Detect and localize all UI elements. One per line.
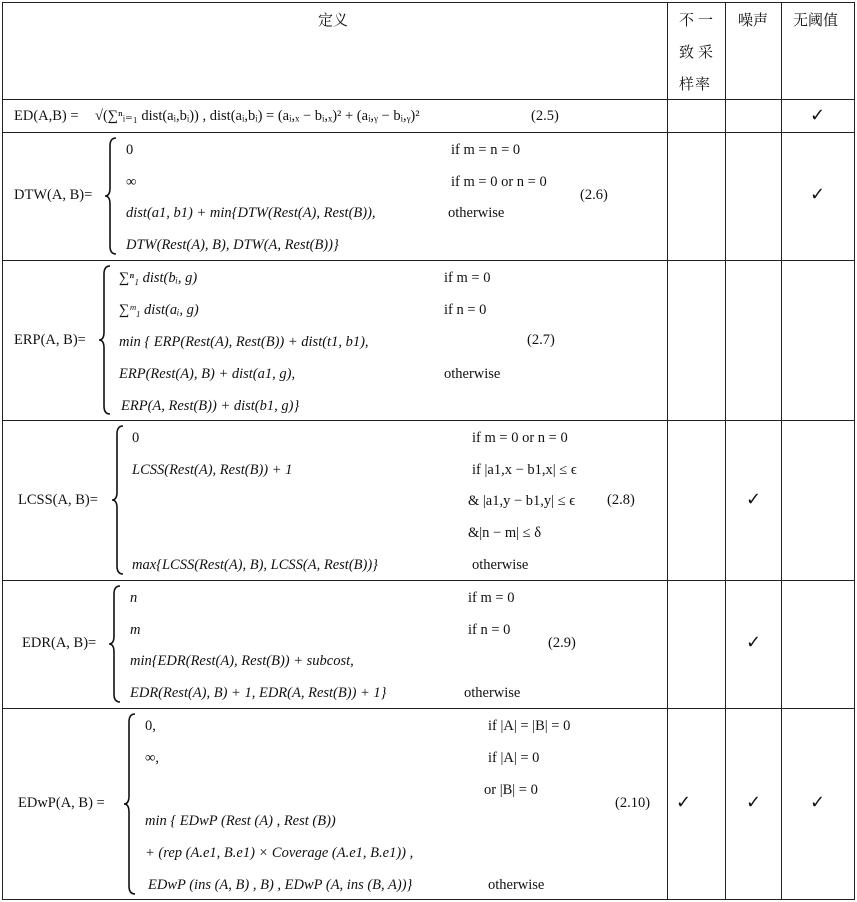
edr-name: EDR(A, B)= — [22, 635, 97, 651]
header-inconsistent-rate: 样率 — [679, 77, 712, 93]
edwp-case-cond: if |A| = |B| = 0 — [488, 718, 571, 734]
edwp-name: EDwP(A, B) = — [18, 795, 105, 811]
lcss-case-cond: if |a1,x − b1,x| ≤ ϵ — [472, 462, 577, 478]
dtw-name: DTW(A, B)= — [14, 187, 93, 203]
erp-name: ERP(A, B)= — [14, 332, 86, 348]
dtw-case-expr: ∞ — [126, 174, 137, 190]
edr-brace — [108, 584, 122, 704]
edwp-case-expr: ∞, — [145, 750, 159, 766]
ed-name: ED(A,B) = — [14, 108, 79, 124]
edr-noise-check: ✓ — [746, 632, 762, 653]
lcss-case-cond: if m = 0 or n = 0 — [472, 430, 568, 446]
erp-eq-number: (2.7) — [527, 332, 555, 348]
edr-case-expr: m — [130, 622, 141, 638]
lcss-case-cond: otherwise — [472, 557, 529, 573]
ed-eq-number: (2.5) — [531, 108, 559, 124]
edwp-case-cond: otherwise — [488, 877, 545, 893]
erp-brace — [98, 264, 112, 416]
ed-no-threshold-check: ✓ — [810, 105, 826, 126]
erp-case-expr: ∑ⁿ₁ dist(bᵢ, g) — [119, 270, 198, 286]
edr-eq-number: (2.9) — [548, 635, 576, 651]
edr-case-expr: EDR(Rest(A), B) + 1, EDR(A, Rest(B)) + 1} — [130, 685, 387, 701]
lcss-eq-number: (2.8) — [607, 492, 635, 508]
header-no-threshold: 无阈值 — [793, 13, 839, 29]
dtw-no-threshold-check: ✓ — [810, 184, 826, 205]
lcss-name: LCSS(A, B)= — [18, 492, 98, 508]
erp-case-cond: otherwise — [444, 366, 501, 382]
lcss-brace — [111, 424, 125, 576]
table-border-top — [2, 2, 855, 3]
dtw-case-cond: otherwise — [448, 205, 505, 221]
erp-case-expr: ERP(A, Rest(B)) + dist(b1, g)} — [121, 398, 300, 414]
edwp-case-expr: EDwP (ins (A, B) , B) , EDwP (A, ins (B, A))} — [148, 877, 413, 893]
table-border-left — [2, 2, 3, 900]
dtw-eq-number: (2.6) — [580, 187, 608, 203]
edwp-noise-check: ✓ — [746, 792, 762, 813]
dtw-case-cond: if m = n = 0 — [451, 142, 521, 158]
header-inconsistent-rate: 致采 — [679, 45, 718, 61]
erp-case-expr: min { ERP(Rest(A), Rest(B)) + dist(t1, b1), — [119, 334, 369, 350]
table-border-right — [854, 2, 855, 900]
erp-case-expr: ∑ᵐ₁ dist(aᵢ, g) — [119, 302, 199, 318]
column-divider — [667, 2, 668, 900]
header-divider — [2, 99, 855, 100]
edwp-case-expr: + (rep (A.e1, B.e1) × Coverage (A.e1, B.e1)) , — [145, 845, 414, 861]
row-divider — [2, 580, 855, 581]
row-divider — [2, 260, 855, 261]
ed-formula: √(∑ⁿᵢ₌₁ dist(aᵢ,bᵢ)) , dist(aᵢ,bᵢ) = (aᵢ,ₓ − bᵢ,ₓ)² + (aᵢ,ᵧ − bᵢ,ᵧ)² — [95, 108, 420, 124]
dtw-case-expr: 0 — [126, 142, 134, 158]
edr-case-cond: if n = 0 — [468, 622, 511, 638]
row-divider — [2, 132, 855, 133]
edwp-brace — [123, 712, 137, 896]
lcss-case-expr: LCSS(Rest(A), Rest(B)) + 1 — [132, 462, 293, 478]
column-divider — [725, 2, 726, 900]
edwp-case-expr: 0, — [145, 718, 156, 734]
edwp-inconsistent-check: ✓ — [676, 792, 692, 813]
lcss-case-cond: &|n − m| ≤ δ — [468, 525, 542, 541]
dtw-case-expr: DTW(Rest(A), B), DTW(A, Rest(B))} — [126, 237, 339, 253]
row-divider — [2, 420, 855, 421]
edr-case-expr: n — [130, 590, 138, 606]
lcss-case-cond: & |a1,y − b1,y| ≤ ϵ — [468, 493, 576, 509]
erp-case-cond: if m = 0 — [444, 270, 491, 286]
table-border-bottom — [2, 899, 855, 900]
edwp-case-cond: if |A| = 0 — [488, 750, 540, 766]
dtw-brace — [104, 136, 118, 256]
lcss-case-expr: max{LCSS(Rest(A), B), LCSS(A, Rest(B))} — [132, 557, 378, 573]
edr-case-expr: min{EDR(Rest(A), Rest(B)) + subcost, — [130, 653, 354, 669]
lcss-case-expr: 0 — [132, 430, 140, 446]
dtw-case-cond: if m = 0 or n = 0 — [451, 174, 547, 190]
dtw-case-expr: dist(a1, b1) + min{DTW(Rest(A), Rest(B)), — [126, 205, 376, 221]
edwp-eq-number: (2.10) — [615, 795, 651, 811]
edr-case-cond: if m = 0 — [468, 590, 515, 606]
header-definition: 定义 — [318, 13, 349, 29]
edwp-case-expr: min { EDwP (Rest (A) , Rest (B)) — [145, 813, 336, 829]
lcss-noise-check: ✓ — [746, 489, 762, 510]
column-divider — [781, 2, 782, 900]
erp-case-expr: ERP(Rest(A), B) + dist(a1, g), — [119, 366, 296, 382]
header-inconsistent-rate: 不一 — [679, 13, 718, 29]
header-noise: 噪声 — [738, 13, 769, 29]
erp-case-cond: if n = 0 — [444, 302, 487, 318]
row-divider — [2, 708, 855, 709]
edwp-no-threshold-check: ✓ — [810, 792, 826, 813]
edwp-case-cond: or |B| = 0 — [484, 782, 538, 798]
edr-case-cond: otherwise — [464, 685, 521, 701]
